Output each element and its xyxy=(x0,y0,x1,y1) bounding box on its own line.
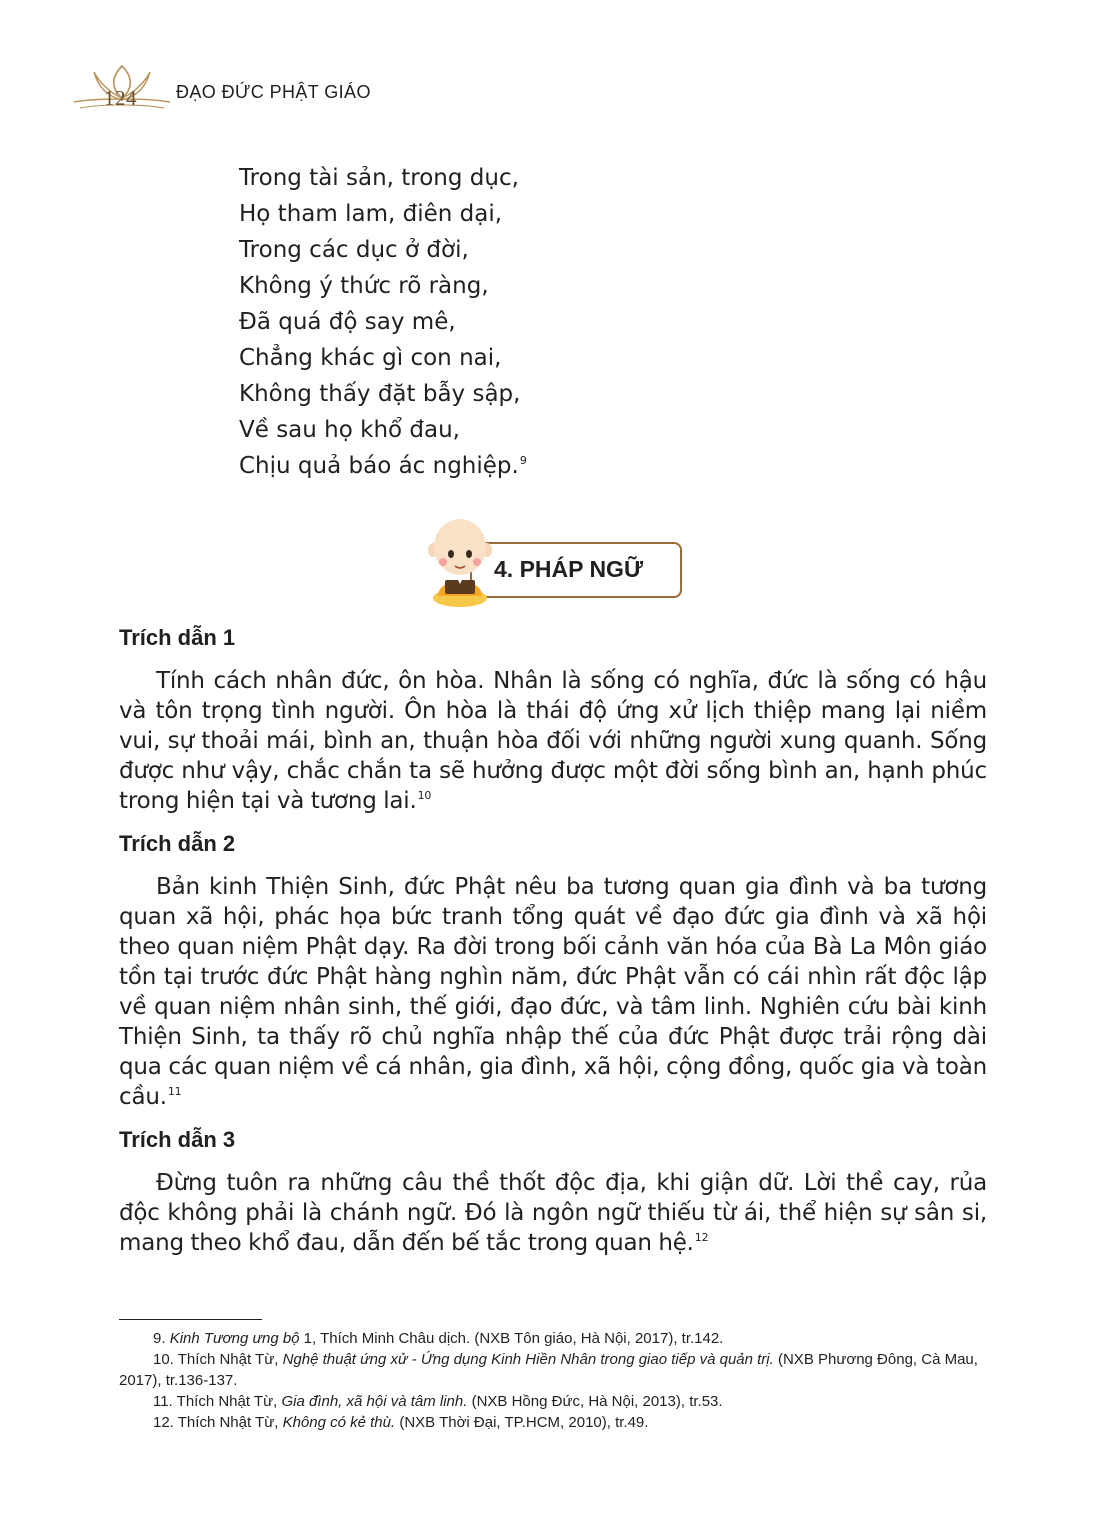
footnote-12 xyxy=(119,1412,989,1433)
poem-line: Trong tài sản, trong dục, xyxy=(239,165,519,191)
footnote-10 xyxy=(119,1349,989,1391)
monk-illustration-icon xyxy=(420,512,500,612)
footnote-number: 11. xyxy=(153,1393,173,1410)
poem-line: Trong các dục ở đời, xyxy=(239,237,469,263)
footnote-source: 1, Thích Minh Châu dịch. (NXB Tôn giáo, Hà Nội, 2017), tr.142. xyxy=(299,1330,724,1347)
footnote-title: Gia đình, xã hội và tâm linh. xyxy=(281,1393,468,1410)
quote-2-title: Trích dẫn 2 xyxy=(119,831,236,856)
footnote-title: Không có kẻ thù. xyxy=(282,1414,396,1431)
footnote-number: 9. xyxy=(153,1330,166,1347)
poem-line: Chẳng khác gì con nai, xyxy=(239,345,502,371)
footnotes xyxy=(119,1328,989,1433)
footnote-source: (NXB Phương Đông, Cà Mau, 2017), tr.136-137. xyxy=(119,1351,978,1389)
footnote-ref: 10 xyxy=(417,789,432,803)
quote-2-text xyxy=(119,872,987,1112)
footnote-source: (NXB Thời Đại, TP.HCM, 2010), tr.49. xyxy=(395,1414,649,1431)
quote-3-body: Đừng tuôn ra những câu thề thốt độc địa, khi giận dữ. Lời thề cay, rủa độc không phải là chánh ngữ. Đó là ngôn ngữ thiếu từ ái, thể hiện sự sân si, mang theo khổ đau, dẫn đến bế tắc trong quan hệ. xyxy=(119,1170,987,1256)
footnote-ref: 9 xyxy=(519,454,527,468)
quote-3-title: Trích dẫn 3 xyxy=(119,1127,236,1152)
poem-line: Họ tham lam, điên dại, xyxy=(239,201,503,227)
quote-1-body: Tính cách nhân đức, ôn hòa. Nhân là sống có nghĩa, đức là sống có hậu và tôn trọng tình người. Ôn hòa là thái độ ứng xử lịch thiệp mang lại niềm vui, sự thoải mái, bình an, thuận hòa đối với những người xung quanh. Sống được như vậy, chắc chắn ta sẽ hưởng được một đời sống bình an, hạnh phúc trong hiện tại và tương lai. xyxy=(119,668,987,814)
poem-line: Đã quá độ say mê, xyxy=(239,309,456,335)
poem-line: Không ý thức rõ ràng, xyxy=(239,273,489,299)
poem-line-text: Chịu quả báo ác nghiệp. xyxy=(239,453,519,479)
footnote-9 xyxy=(119,1328,989,1349)
quote-1-title: Trích dẫn 1 xyxy=(119,625,236,650)
footnote-ref: 12 xyxy=(694,1231,709,1245)
section-badge xyxy=(420,512,682,612)
quote-2-body: Bản kinh Thiện Sinh, đức Phật nêu ba tương quan gia đình và ba tương quan xã hội, phác họa bức tranh tổng quát về đạo đức gia đình và xã hội theo quan niệm Phật dạy. Ra đời trong bối cảnh văn hóa của Bà La Môn giáo tồn tại trước đức Phật hàng nghìn năm, đức Phật vẫn có cái nhìn rất độc lập về quan niệm nhân sinh, thế giới, đạo đức, và tâm linh. Nghiên cứu bài kinh Thiện Sinh, ta thấy rõ chủ nghĩa nhập thế của đức Phật được trải rộng dài qua các quan niệm về cá nhân, gia đình, xã hội, cộng đồng, quốc gia và toàn cầu. xyxy=(119,874,987,1110)
footnote-11 xyxy=(119,1391,989,1412)
page-header xyxy=(72,62,392,112)
footnote-title: Nghệ thuật ứng xử - Ứng dụng Kinh Hiền Nhân trong giao tiếp và quản trị. xyxy=(282,1351,774,1368)
book-title: ĐẠO ĐỨC PHẬT GIÁO xyxy=(176,82,371,102)
footnote-number: 10. xyxy=(153,1351,174,1368)
footnote-number: 12. xyxy=(153,1414,174,1431)
footnote-title: Kinh Tương ưng bộ xyxy=(169,1330,300,1347)
footnote-author: Thích Nhật Từ, xyxy=(177,1351,283,1368)
footnote-divider xyxy=(119,1319,262,1320)
poem-line: Không thấy đặt bẫy sập, xyxy=(239,381,521,407)
poem-line: Về sau họ khổ đau, xyxy=(239,417,460,443)
section-heading: 4. PHÁP NGỮ xyxy=(494,556,644,582)
poem xyxy=(239,160,527,484)
footnote-author: Thích Nhật Từ, xyxy=(176,1393,282,1410)
page-number: 124 xyxy=(104,86,137,110)
footnote-source: (NXB Hồng Đức, Hà Nội, 2013), tr.53. xyxy=(467,1393,723,1410)
quote-3-text xyxy=(119,1168,987,1258)
footnote-author: Thích Nhật Từ, xyxy=(177,1414,283,1431)
footnote-ref: 11 xyxy=(167,1085,182,1099)
quote-1-text xyxy=(119,666,987,816)
poem-line-last xyxy=(239,448,527,484)
